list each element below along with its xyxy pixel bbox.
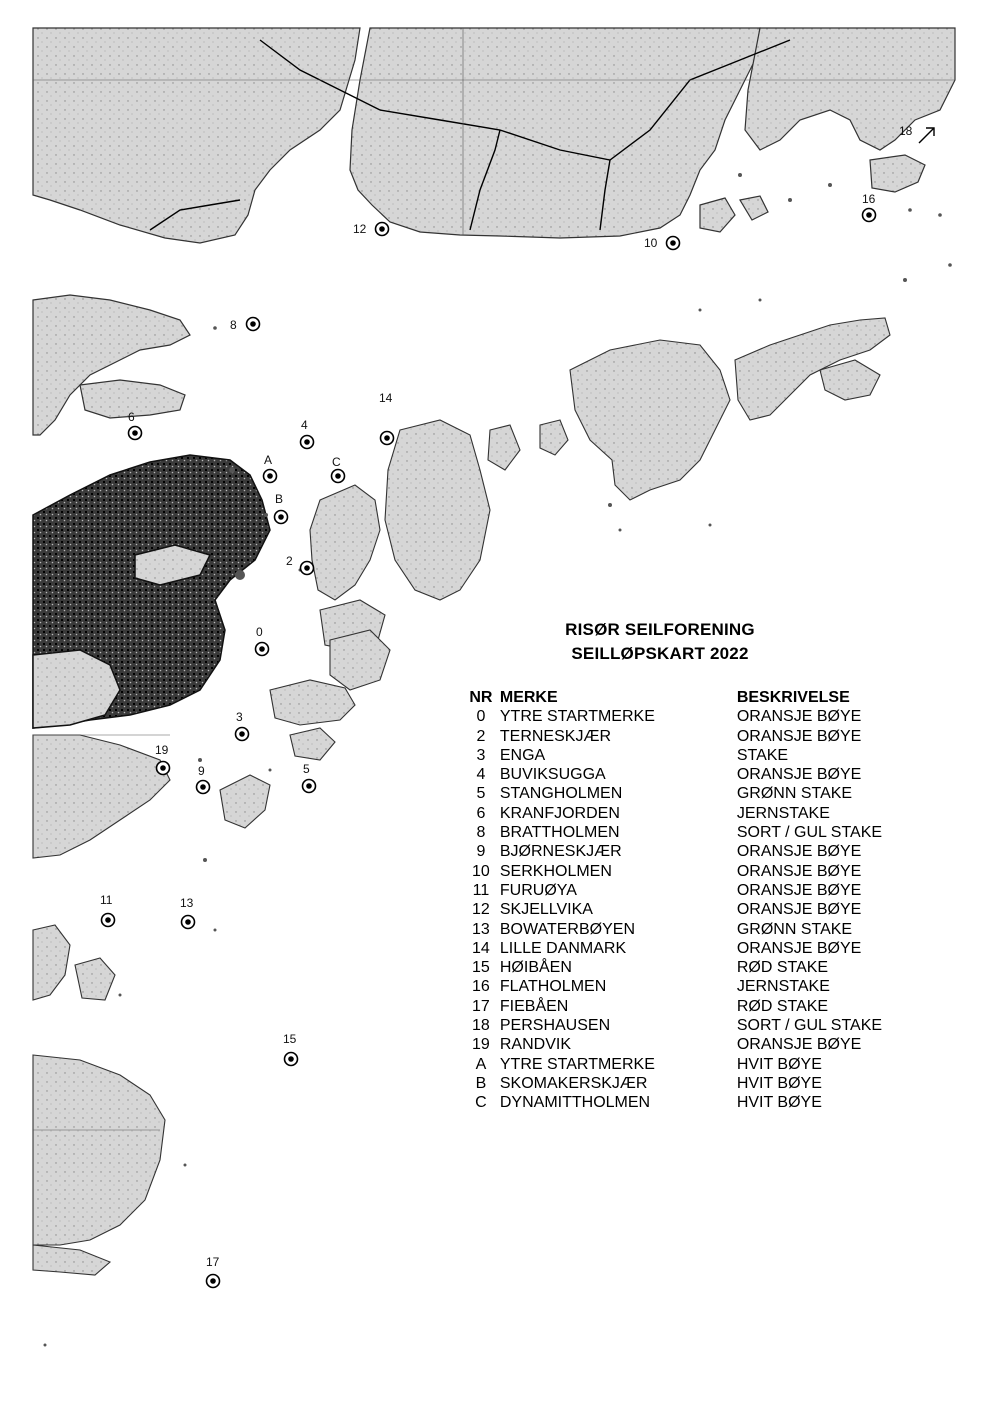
legend-name: ENGA xyxy=(499,746,546,764)
legend-name: FLATHOLMEN xyxy=(499,978,607,996)
legend-desc: RØD STAKE xyxy=(736,997,829,1015)
marker-19-dot xyxy=(160,765,166,771)
legend-name: PERSHAUSEN xyxy=(499,1017,611,1035)
legend-row xyxy=(466,784,926,803)
legend-header-nr: NR xyxy=(469,689,493,706)
legend-name: SERKHOLMEN xyxy=(499,862,612,880)
legend-desc: ORANSJE BØYE xyxy=(736,881,862,899)
marker-13-dot xyxy=(185,919,191,925)
legend-nr: 6 xyxy=(476,804,486,822)
marker-17-dot xyxy=(210,1278,216,1284)
legend-row xyxy=(466,939,926,958)
marker-14-dot xyxy=(384,435,390,441)
legend-desc: ORANSJE BØYE xyxy=(736,901,862,919)
legend-row xyxy=(466,746,926,765)
legend-nr: 15 xyxy=(472,959,490,977)
legend-nr: A xyxy=(475,1055,487,1073)
marker-C-dot xyxy=(335,473,341,479)
legend-name: YTRE STARTMERKE xyxy=(499,1055,655,1073)
legend-desc: HVIT BØYE xyxy=(736,1055,822,1073)
legend-desc: STAKE xyxy=(736,746,789,764)
marker-label-17: 17 xyxy=(206,1255,220,1269)
marker-label-18: 18 xyxy=(899,124,913,138)
marker-15-dot xyxy=(288,1056,294,1062)
legend-name: FIEBÅEN xyxy=(499,997,569,1015)
legend-name: DYNAMITTHOLMEN xyxy=(499,1094,651,1112)
legend-nr: 16 xyxy=(472,978,490,996)
chart-title: RISØR SEILFORENING xyxy=(565,620,755,639)
legend-desc: RØD STAKE xyxy=(736,959,829,977)
legend-desc: ORANSJE BØYE xyxy=(736,862,862,880)
legend-row xyxy=(466,958,926,977)
mainland-north xyxy=(33,28,955,435)
legend-desc: JERNSTAKE xyxy=(736,978,830,996)
legend-name: SKOMAKERSKJÆR xyxy=(499,1074,648,1092)
legend-desc: ORANSJE BØYE xyxy=(736,843,862,861)
legend-row xyxy=(466,707,926,726)
legend-row xyxy=(466,804,926,823)
legend-name: STANGHOLMEN xyxy=(499,785,623,803)
marker-18-arrow xyxy=(919,128,934,143)
legend-desc: SORT / GUL STAKE xyxy=(736,824,883,842)
legend-row xyxy=(466,920,926,939)
marker-label-11: 11 xyxy=(100,893,113,907)
marker-16-dot xyxy=(866,212,872,218)
marker-label-2: 2 xyxy=(286,554,293,568)
legend-nr: 9 xyxy=(476,843,486,861)
legend-row xyxy=(466,862,926,881)
legend-nr: 12 xyxy=(472,901,490,919)
legend-desc: SORT / GUL STAKE xyxy=(736,1017,883,1035)
legend-nr: 18 xyxy=(472,1017,490,1035)
legend-nr: 14 xyxy=(472,939,490,957)
legend-desc: ORANSJE BØYE xyxy=(736,708,862,726)
marker-label-19: 19 xyxy=(155,743,169,757)
marker-label-14: 14 xyxy=(379,391,393,405)
legend-desc: ORANSJE BØYE xyxy=(736,727,862,745)
marker-0-dot xyxy=(259,646,265,652)
legend-nr: C xyxy=(475,1094,487,1112)
marker-5-dot xyxy=(306,783,312,789)
legend-table xyxy=(466,688,926,1113)
marker-11-dot xyxy=(105,917,111,923)
legend-nr: 11 xyxy=(472,881,490,899)
legend-name: YTRE STARTMERKE xyxy=(499,708,655,726)
legend-name: BRATTHOLMEN xyxy=(499,824,620,842)
legend-desc: HVIT BØYE xyxy=(736,1094,822,1112)
marker-label-A: A xyxy=(264,453,273,467)
legend-row xyxy=(466,1035,926,1054)
legend-name: BJØRNESKJÆR xyxy=(499,843,622,861)
legend-nr: 13 xyxy=(472,920,490,938)
legend-row xyxy=(466,1016,926,1035)
legend-desc: HVIT BØYE xyxy=(736,1074,822,1092)
legend-name: HØIBÅEN xyxy=(499,959,572,977)
chart-subtitle: SEILLØPSKART 2022 xyxy=(571,644,749,663)
legend-nr: 17 xyxy=(472,997,490,1015)
legend-header-desc: BESKRIVELSE xyxy=(736,689,850,706)
legend-desc: ORANSJE BØYE xyxy=(736,766,862,784)
marker-label-12: 12 xyxy=(353,222,367,236)
marker-2-dot xyxy=(304,565,310,571)
legend-row xyxy=(466,1093,926,1112)
legend-nr: 8 xyxy=(476,824,486,842)
legend-name: SKJELLVIKA xyxy=(499,901,593,919)
legend-name: RANDVIK xyxy=(499,1036,571,1054)
legend-nr: 10 xyxy=(472,862,490,880)
legend-desc: JERNSTAKE xyxy=(736,804,830,822)
legend-nr: 3 xyxy=(476,746,486,764)
marker-4-dot xyxy=(304,439,310,445)
marker-label-0: 0 xyxy=(256,625,263,639)
legend-row xyxy=(466,997,926,1016)
marker-label-16: 16 xyxy=(862,192,876,206)
legend-row xyxy=(466,881,926,900)
legend-rows xyxy=(466,707,926,1112)
marker-label-5: 5 xyxy=(303,762,310,776)
marker-9-dot xyxy=(200,784,206,790)
legend-row xyxy=(466,977,926,996)
marker-B-dot xyxy=(278,514,284,520)
legend-desc: GRØNN STAKE xyxy=(736,920,853,938)
legend-nr: 5 xyxy=(476,785,486,803)
legend-row xyxy=(466,1074,926,1093)
marker-label-15: 15 xyxy=(283,1032,297,1046)
legend-header-row xyxy=(466,688,926,707)
marker-label-C: C xyxy=(332,455,341,469)
legend-nr: 2 xyxy=(476,727,486,745)
marker-label-4: 4 xyxy=(301,418,308,432)
legend-nr: 4 xyxy=(476,766,486,784)
marker-3-dot xyxy=(239,731,245,737)
marker-A-dot xyxy=(267,473,273,479)
marker-label-9: 9 xyxy=(198,764,205,778)
legend-row xyxy=(466,1055,926,1074)
legend-name: BUVIKSUGGA xyxy=(499,766,606,784)
legend-row xyxy=(466,842,926,861)
legend-row xyxy=(466,765,926,784)
marker-label-6: 6 xyxy=(128,410,135,424)
legend-row xyxy=(466,900,926,919)
marker-label-3: 3 xyxy=(236,710,243,724)
legend-name: FURUØYA xyxy=(499,881,577,899)
legend-row xyxy=(466,727,926,746)
marker-label-13: 13 xyxy=(180,896,194,910)
legend-name: BOWATERBØYEN xyxy=(499,920,635,938)
marker-10-dot xyxy=(670,240,676,246)
mainland-south xyxy=(33,735,170,1275)
legend-nr: 0 xyxy=(476,708,486,726)
legend-desc: ORANSJE BØYE xyxy=(736,1036,862,1054)
legend-nr: 19 xyxy=(472,1036,490,1054)
legend-desc: ORANSJE BØYE xyxy=(736,939,862,957)
legend-name: TERNESKJÆR xyxy=(499,727,611,745)
legend-header-name: MERKE xyxy=(499,689,558,706)
legend-desc: GRØNN STAKE xyxy=(736,785,853,803)
legend-row xyxy=(466,823,926,842)
legend-name: KRANFJORDEN xyxy=(499,804,620,822)
marker-label-8: 8 xyxy=(230,318,237,332)
legend-name: LILLE DANMARK xyxy=(499,939,627,957)
town-peninsula xyxy=(33,453,273,728)
marker-8-dot xyxy=(250,321,256,327)
legend-nr: B xyxy=(475,1074,487,1092)
marker-6-dot xyxy=(132,430,138,436)
marker-12-dot xyxy=(379,226,385,232)
marker-label-10: 10 xyxy=(644,236,658,250)
marker-label-B: B xyxy=(275,492,284,506)
